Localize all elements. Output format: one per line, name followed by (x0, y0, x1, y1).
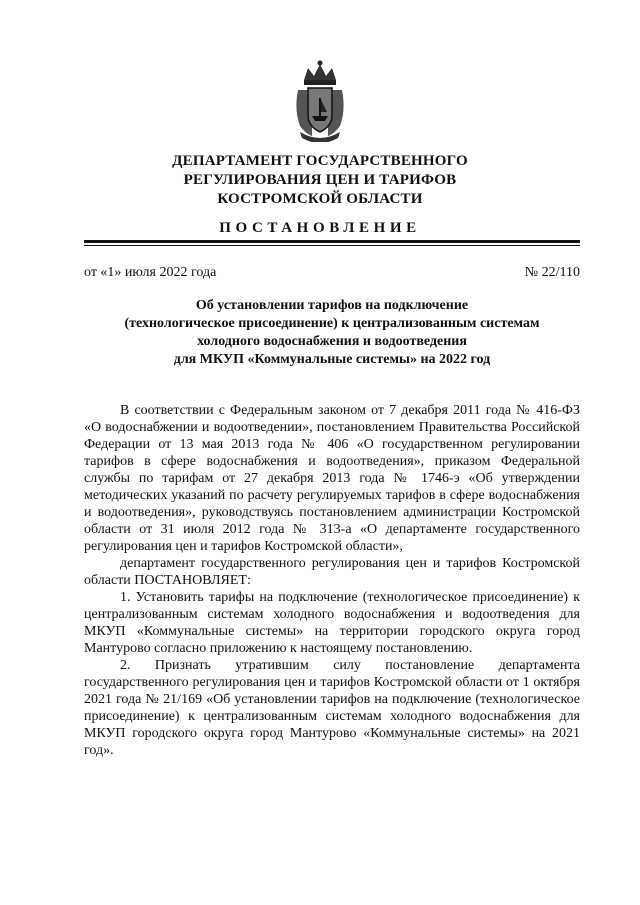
title-line: Об установлении тарифов на подключение (195, 298, 469, 313)
title-line: для МКУП «Коммунальные системы» на 2022 год (173, 352, 491, 367)
header-divider-thin (84, 245, 580, 246)
body-paragraph: В соответствии с Федеральным законом от 7 декабря 2011 года № 416-ФЗ «О водоснабжении и водоотведении», постановлением Правительства Российской Федерации от 13 мая 2013 года № 406 «О государственном регулировании тарифов в сфере водоснабжения и водоотведения», приказом Федеральной службы по тарифам от 27 декабря 2013 года № 1746-э «Об утверждении методических указаний по расчету регулируемых тарифов в сфере водоснабжения и водоотведения», руководствуясь постановлением администрации Костромской области от 31 июля 2012 года № 313-а «О департаменте государственного регулирования цен и тарифов Костромской области», (84, 403, 580, 554)
header-line: ДЕПАРТАМЕНТ ГОСУДАРСТВЕННОГО (172, 153, 468, 169)
body-paragraph: 1. Установить тарифы на подключение (технологическое присоединение) к централизованным системам холодного водоснабжения и водоотведения для МКУП «Коммунальные системы» на территории городского округа город Мантурово согласно приложению к настоящему постановлению. (84, 590, 580, 656)
document-type: ПОСТАНОВЛЕНИЕ (219, 220, 421, 236)
document-body (84, 402, 580, 759)
body-paragraph: 2. Признать утратившим силу постановление департамента государственного регулирования цен и тарифов Костромской области от 1 октября 2021 года № 21/169 «Об установлении тарифов на подключение (технологическое присоединение) к централизованным системам холодного водоснабжения для МКУП городского округа город Мантурово «Коммунальные системы» на 2021 год». (84, 658, 580, 758)
header-line: КОСТРОМСКОЙ ОБЛАСТИ (217, 191, 423, 207)
title-line: холодного водоснабжения и водоотведения (197, 334, 467, 349)
body-paragraph: департамент государственного регулирования цен и тарифов Костромской области ПОСТАНОВЛЯЕТ: (84, 556, 580, 588)
document-title (84, 297, 580, 369)
title-line: (технологическое присоединение) к централизованным системам (124, 316, 540, 331)
header-divider-thick (84, 240, 580, 243)
document-date: от «1» июля 2022 года (84, 265, 217, 280)
issuing-authority-header (0, 152, 640, 209)
document-number: № 22/110 (524, 265, 580, 280)
header-line: РЕГУЛИРОВАНИЯ ЦЕН И ТАРИФОВ (183, 172, 457, 188)
coat-of-arms-emblem (292, 60, 348, 142)
